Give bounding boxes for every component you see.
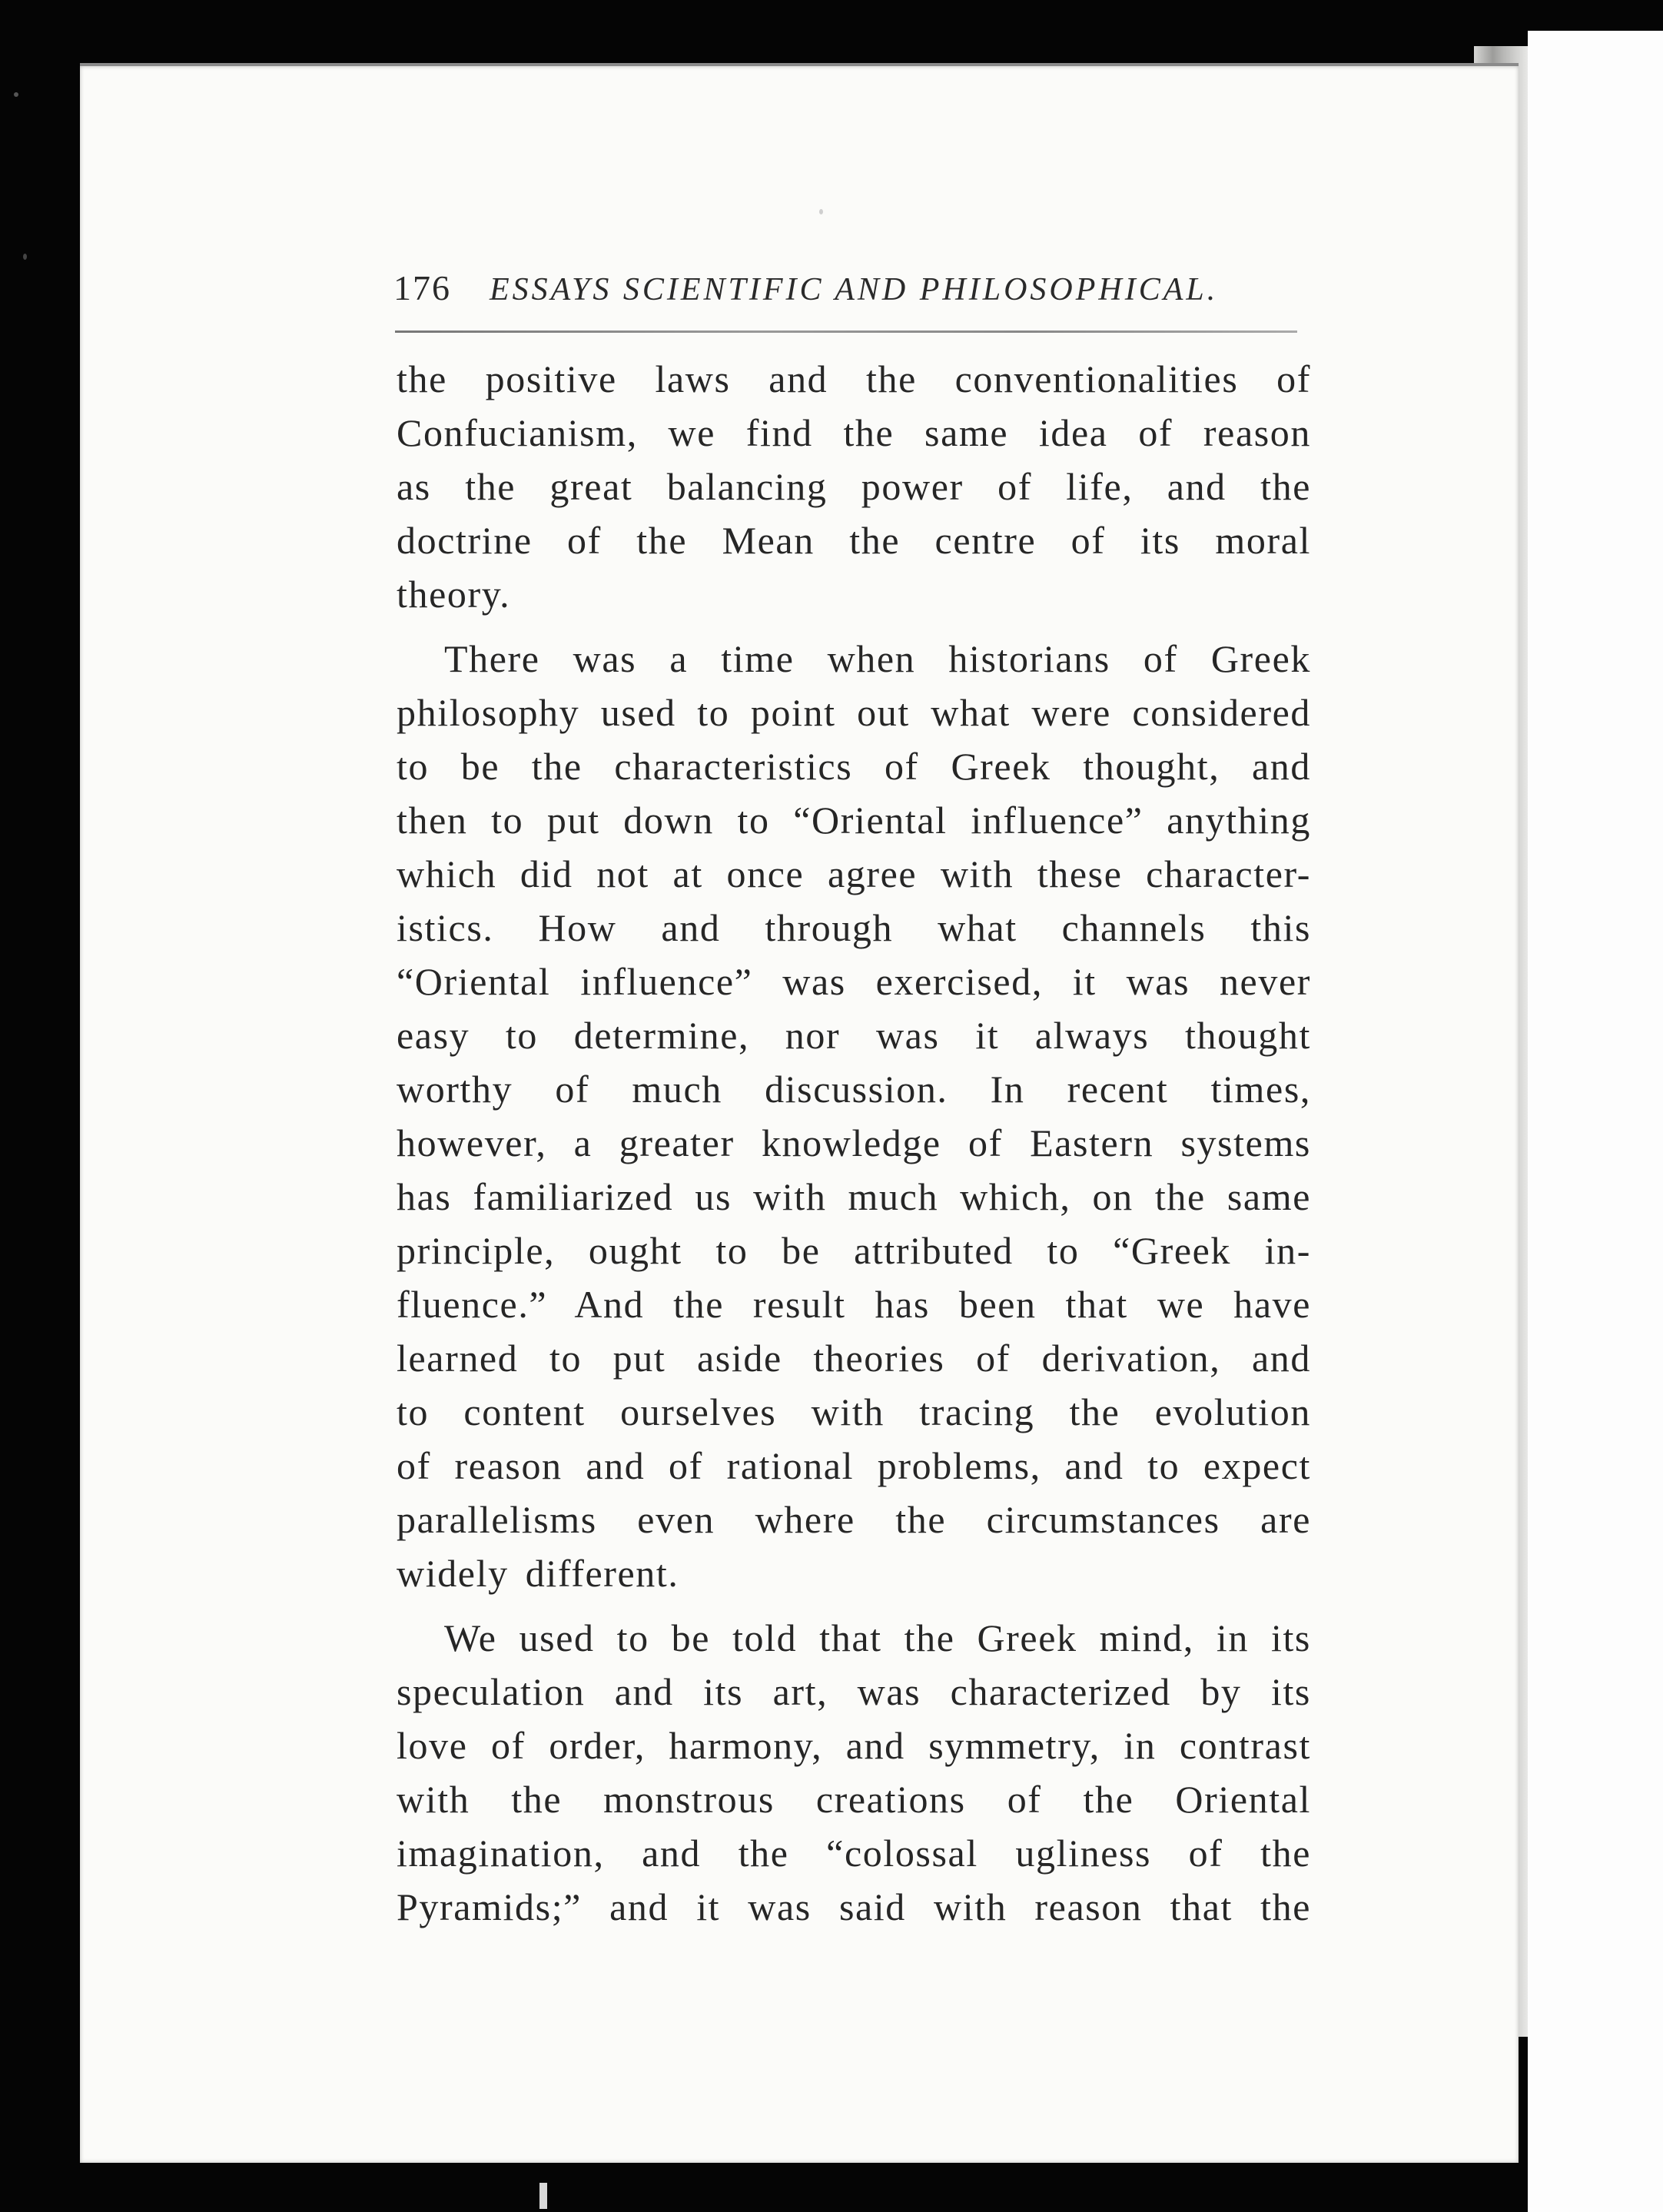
text-line: however, a greater knowledge of Eastern systems — [397, 1121, 1311, 1164]
header-rule — [395, 330, 1297, 333]
text-line: There was a time when historians of Greek — [444, 637, 1311, 680]
text-line: to be the characteristics of Greek thought, and — [397, 745, 1311, 788]
text-line: doctrine of the Mean the centre of its moral — [397, 519, 1311, 562]
text-line: love of order, harmony, and symmetry, in contrast — [397, 1724, 1311, 1767]
text-line: of reason and of rational problems, and to expect — [397, 1444, 1311, 1487]
text-line: widely different. — [397, 1552, 679, 1595]
text-line: easy to determine, nor was it always thought — [397, 1014, 1311, 1057]
text-line: worthy of much discussion. In recent times, — [397, 1068, 1311, 1111]
text-line: philosophy used to point out what were considered — [397, 691, 1311, 734]
text-line: has familiarized us with much which, on the same — [397, 1175, 1311, 1218]
text-line: Confucianism, we find the same idea of reason — [397, 411, 1311, 454]
text-line: as the great balancing power of life, and the — [397, 465, 1311, 508]
scan-speck — [23, 254, 27, 260]
text-line: which did not at once agree with these character- — [397, 852, 1311, 895]
text-line: theory. — [397, 573, 511, 616]
adjacent-page — [1528, 31, 1663, 2212]
text-line: learned to put aside theories of derivation, and — [397, 1337, 1311, 1380]
text-line: speculation and its art, was characterized by its — [397, 1670, 1311, 1713]
text-line: fluence.” And the result has been that we have — [397, 1283, 1311, 1326]
body-text — [397, 352, 1311, 1934]
text-line: the positive laws and the conventionalities of — [397, 357, 1311, 400]
text-line: principle, ought to be attributed to “Greek in- — [397, 1229, 1311, 1272]
text-line: to content ourselves with tracing the evolution — [397, 1390, 1311, 1433]
text-line: We used to be told that the Greek mind, in its — [444, 1616, 1311, 1659]
running-title: ESSAYS SCIENTIFIC AND PHILOSOPHICAL. — [490, 272, 1219, 307]
scan-speck — [14, 92, 18, 97]
scan-artifact — [539, 2183, 547, 2209]
running-head — [393, 267, 1300, 314]
text-line: with the monstrous creations of the Oriental — [397, 1778, 1311, 1821]
text-line: parallelisms even where the circumstances are — [397, 1498, 1311, 1541]
text-line: Pyramids;” and it was said with reason that the — [397, 1885, 1311, 1928]
text-line: “Oriental influence” was exercised, it was never — [397, 960, 1311, 1003]
text-line: istics. How and through what channels this — [397, 906, 1311, 949]
text-line: imagination, and the “colossal ugliness of the — [397, 1832, 1311, 1875]
scan-speck — [819, 209, 823, 214]
page-number: 176 — [393, 268, 451, 307]
text-line: then to put down to “Oriental influence” anything — [397, 799, 1311, 842]
